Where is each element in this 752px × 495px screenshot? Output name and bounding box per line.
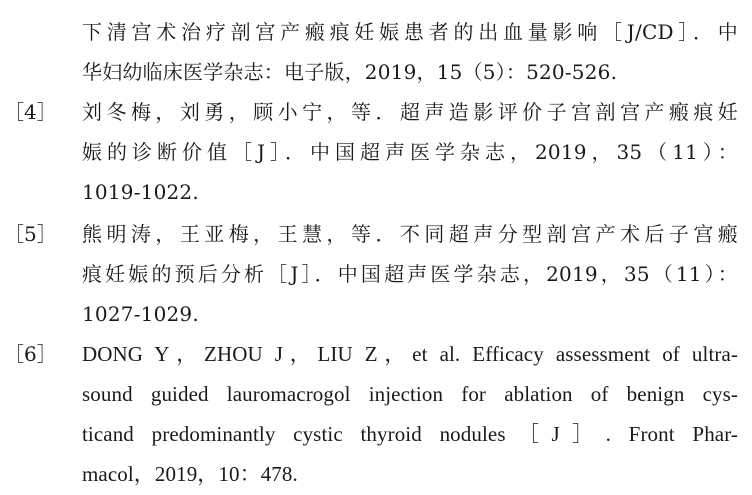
reference-6-line-3: ticand predominantly cystic thyroid nodules［J］. Front Phar- [82,422,738,446]
reference-6-line-2: sound guided lauromacrogol injection for ablation of benign cys- [82,382,738,406]
reference-5-number: ［5］ [4,222,57,246]
reference-4-line-2: 娠的诊断价值［J］．中国超声医学杂志，2019，35（11）： [82,140,738,164]
reference-4-line-1: 刘冬梅，刘勇，顾小宁，等．超声造影评价子宫剖宫产瘢痕妊 [82,100,738,124]
reference-5-line-2: 痕妊娠的预后分析［J］．中国超声医学杂志，2019，35（11）： [82,262,738,286]
reference-3-line-2: 华妇幼临床医学杂志：电子版，2019，15（5）：520-526. [82,60,618,84]
reference-5-line-3: 1027-1029. [82,302,199,326]
reference-5-line-1: 熊明涛，王亚梅，王慧，等．不同超声分型剖宫产术后子宫瘢 [82,222,738,246]
reference-4-number: ［4］ [4,100,57,124]
reference-4-line-3: 1019-1022. [82,180,199,204]
reference-6-line-1: DONG Y，ZHOU J，LIU Z，et al. Efficacy assessment of ultra- [82,342,738,366]
reference-3-line-1: 下清宫术治疗剖宫产瘢痕妊娠患者的出血量影响［J/CD］．中 [82,20,738,44]
reference-6-line-4: macol，2019，10：478. [82,462,298,486]
reference-6-number: ［6］ [4,342,57,366]
